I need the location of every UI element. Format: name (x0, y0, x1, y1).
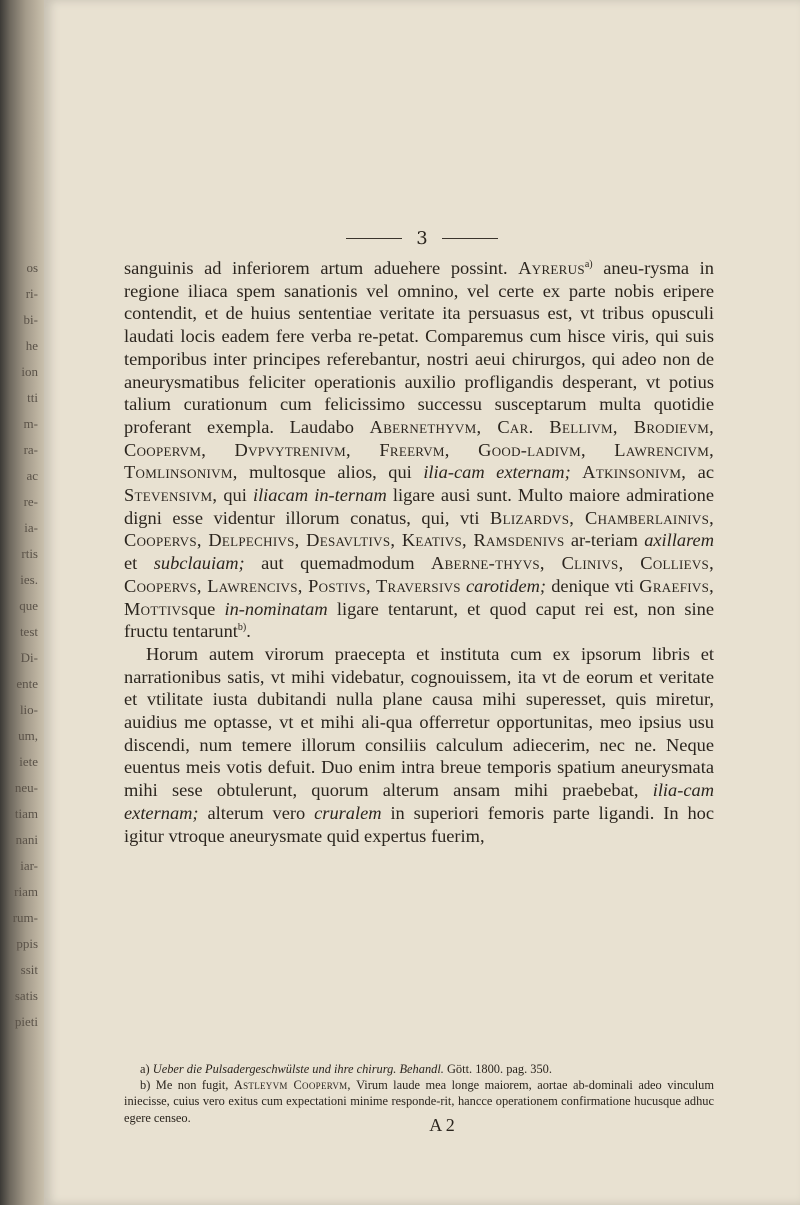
author-name: Ayrerus (518, 258, 585, 278)
footnote-ref-a: a) (584, 258, 593, 270)
gutter-fragment: neu- (14, 780, 38, 795)
gutter-fragment: ra- (23, 442, 38, 457)
author-name: Atkinsonivm, (582, 462, 687, 483)
header-rule-right (442, 238, 498, 239)
gutter-fragment: iar- (20, 858, 38, 873)
gutter-fragment: lio- (19, 702, 38, 717)
gutter-fragment: que (19, 598, 38, 613)
gutter-fragment: he (25, 338, 38, 353)
footnote-ref-b: b) (237, 622, 247, 634)
author-names: Abernethyvm, Car. Bellivm, Brodievm, Coopervm, Dvpvytrenivm, Freervm, Good-ladivm, Lawrencivm, Tomlinsonivm, (124, 416, 714, 483)
gutter-fragment: test (19, 624, 38, 639)
gutter-fragment: ri- (25, 286, 38, 301)
gutter-fragment: ac (26, 468, 38, 483)
author-name: Stevensivm, (124, 485, 218, 506)
author-name: Astleyvm Coopervm, (233, 1078, 351, 1093)
footnote-a: a) Ueber die Pulsadergeschwülste und ihre chirurg. Behandl. Gött. 1800. pag. 350. (140, 1062, 552, 1076)
gutter-fragment: ente (16, 676, 38, 691)
italic-term: ilia-cam externam; (124, 780, 714, 823)
page-number: 3 (416, 227, 428, 249)
gutter-fragment: ia- (24, 520, 38, 535)
gutter-fragments (8, 255, 38, 1035)
gutter-fragment: os (26, 260, 38, 275)
gutter-fragment: ssit (20, 962, 38, 977)
gutter-fragment: tti (27, 390, 38, 405)
italic-term: ilia-cam externam; (423, 462, 571, 483)
author-names: Graefivs, Mottivs (124, 575, 714, 619)
italic-term: carotidem; (466, 575, 547, 596)
body-text (124, 257, 714, 847)
gutter-fragment: bi- (23, 312, 38, 327)
gutter-fragment: pieti (14, 1014, 38, 1029)
gutter-fragment: re- (23, 494, 38, 509)
author-names: Blizardvs, Chamberlainivs, Coopervs, Delpechivs, Desavltivs, Keativs, Ramsdenivs (124, 507, 714, 551)
gutter-fragment: rtis (21, 546, 38, 561)
book-page (44, 0, 800, 1205)
gutter-fragment: nani (15, 832, 38, 847)
gutter-fragment: um, (18, 728, 38, 743)
gutter-fragment: m- (23, 416, 38, 431)
gutter-fragment: ppis (16, 936, 38, 951)
italic-term: iliacam in-ternam (252, 485, 387, 506)
italic-term: in-nominatam (224, 598, 328, 619)
paragraph-2: Horum autem virorum praecepta et instituta cum ex ipsorum libris et narrationibus satis, vt mihi videbatur, cognouissem, ita vt de eorum et veritate et vtilitate iusta dubitandi nulla plane causa mihi superesset, quis miretur, auidius me optasse, vt et mihi ali-qua offerretur opportunitas, meo ipsius usu discendi, num temere illorum consiliis calculum adiecerim, nec ne. Neque euentus meis votis defuit. Duo enim intra breue temporis spatium aneurysmata mihi sese obtulerunt, quorum alterum ansam mihi praebebat, ilia-cam externam; alterum vero cruralem in superiori femoris parte ligandi. In hoc igitur vtroque aneurysmate quid expertus fuerim, (124, 643, 715, 846)
gutter-fragment: satis (14, 988, 38, 1003)
book-gutter (0, 0, 44, 1205)
gutter-fragment: iete (19, 754, 38, 769)
gutter-fragment: ies. (20, 572, 38, 587)
footnote-b: b) Me non fugit, Astleyvm Coopervm, Virum laude mea longe maiorem, aortae ab-dominali adeo vinculum iniecisse, cuius vero exitus cum expectationi minime responde-rit, hancce operationem confirmatione hucusque adhuc egere censeo. (124, 1078, 715, 1125)
gutter-fragment: rum- (12, 910, 38, 925)
italic-term: axillarem (644, 530, 714, 551)
gutter-fragment: Di- (20, 650, 38, 665)
italic-term: subclauiam; (153, 553, 245, 574)
italic-term: cruralem (314, 802, 382, 823)
signature-mark: A 2 (429, 1115, 455, 1135)
paragraph-1: sanguinis ad inferiorem artum aduehere possint. Ayrerus$^{a)}$ aneu-rysma in regione iliaca spem sanationis vel omnino, vel certe ex parte nobis eripere contendit, et de huius sententiae veritate ita persuasus est, vt tribus opusculi laudati locis eadem fere verba re-petat. Comparemus cum hisce viris, qui suis temporibus inter principes referebantur, nostri aeui chirurgos, qui adeo non de aneurysmatibus feliciter operationis auxilio profligandis desperant, vt potius talium curationum cum felicissimo successu susceptarum multa quotidie proferant exempla. Laudabo Abernethyvm, Car. Bellivm, Brodievm, Coopervm, Dvpvytrenivm, Freervm, Good-ladivm, Lawrencivm, Tomlinsonivm, multosque alios, qui ilia-cam externam; Atkinsonivm, ac Stevensivm, qui iliacam in-ternam ligare ausi sunt. Multo maiore admiratione digni esse videntur illorum conatus, qui, vti Blizardvs, Chamberlainivs, Coopervs, Delpechivs, Desavltivs, Keativs, Ramsdenivs ar-teriam axillarem et subclauiam; aut quemadmodum Aberne-thyvs, Clinivs, Collievs, Coopervs, Lawrencivs, Postivs, Traversivs carotidem; denique vti Graefivs, Mottivsque in-nominatam ligare tentarunt, et quod caput rei est, non sine fructu tentarunt$^{b)}$. (124, 258, 714, 642)
author-names: Aberne-thyvs, Clinivs, Collievs, Coopervs, Lawrencivs, Postivs, Traversivs (124, 553, 714, 596)
gutter-fragment: riam (14, 884, 38, 899)
page-header (44, 226, 800, 250)
header-rule-left (346, 238, 402, 239)
gutter-fragment: ion (21, 364, 38, 379)
gutter-fragment: tiam (14, 806, 38, 821)
